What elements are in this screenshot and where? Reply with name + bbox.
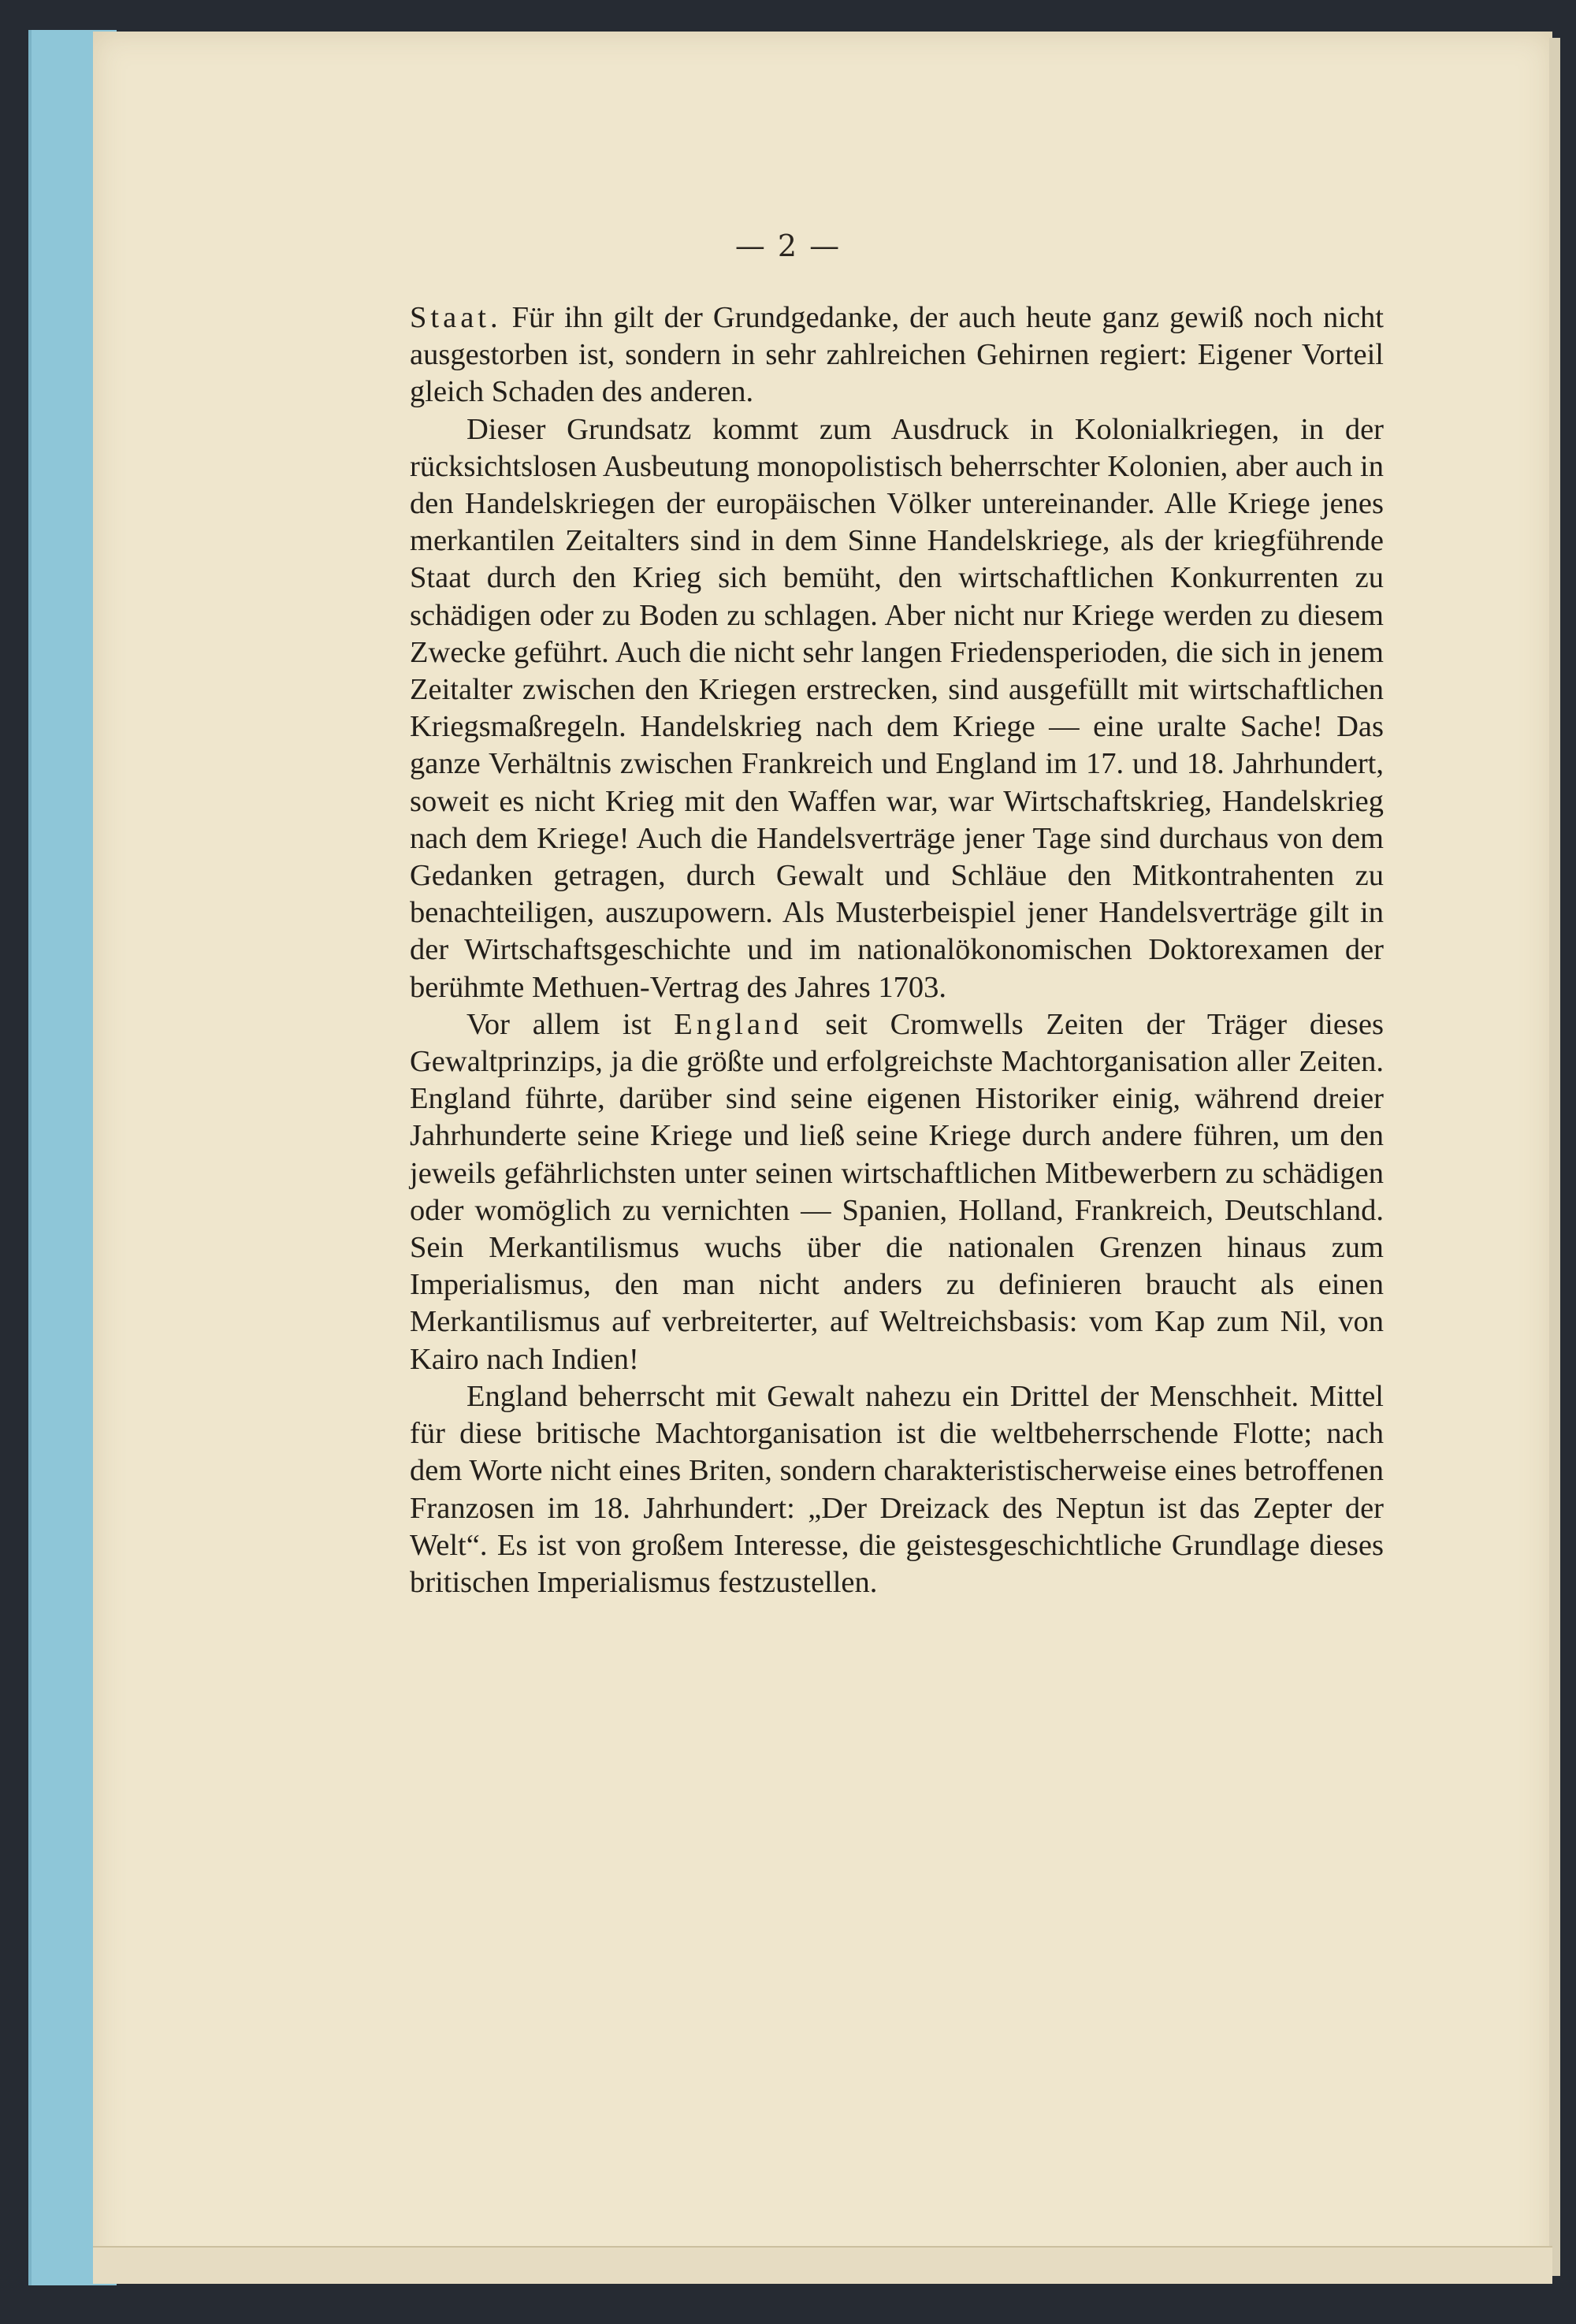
paragraph-1-text: Für ihn gilt der Grundgedanke, der auch heute ganz gewiß noch nicht ausgestorben ist, sondern in sehr zahlreichen Gehirnen regiert: Eigener Vorteil gleich Schaden des anderen.	[410, 301, 1384, 409]
paragraph-1	[410, 299, 1384, 411]
paragraph-3-pre: Vor allem ist	[466, 1007, 675, 1041]
page-number: — 2 —	[734, 229, 842, 263]
body-text	[410, 299, 1384, 1601]
paragraph-1-lead: Staat.	[410, 301, 502, 334]
page-edge	[1549, 38, 1560, 2276]
paragraph-3	[410, 1006, 1384, 1378]
paragraph-2: Dieser Grundsatz kommt zum Ausdruck in Kolonialkriegen, in der rücksichtslosen Ausbeutung monopolistisch beherrschter Kolonien, aber auch in den Handelskriegen der europäischen Völker untereinander. Alle Kriege jenes merkantilen Zeitalters sind in dem Sinne Handelskriege, als der kriegführende Staat durch den Krieg sich bemüht, den wirtschaftlichen Konkurrenten zu schädigen oder zu Boden zu schlagen. Aber nicht nur Kriege werden zu diesem Zwecke geführt. Auch die nicht sehr langen Friedensperioden, die sich in jenem Zeitalter zwischen den Kriegen erstrecken, sind ausgefüllt mit wirtschaftlichen Kriegsmaßregeln. Handelskrieg nach dem Kriege — eine uralte Sache! Das ganze Verhältnis zwischen Frankreich und England im 17. und 18. Jahrhundert, soweit es nicht Krieg mit den Waffen war, war Wirtschaftskrieg, Handelskrieg nach dem Kriege! Auch die Handelsverträge jener Tage sind durchaus von dem Gedanken getragen, durch Gewalt und Schläue den Mitkontrahenten zu benachteiligen, auszupowern. Als Musterbeispiel jener Handelsverträge gilt in der Wirtschaftsgeschichte und im nationalökonomischen Doktorexamen der berühmte Methuen-Vertrag des Jahres 1703.	[410, 412, 1385, 1004]
page-bottom-fold	[93, 2246, 1552, 2284]
paragraph-3-text: seit Cromwells Zeiten der Träger dieses Gewaltprinzips, ja die größte und erfolgreichste Machtorganisation aller Zeiten. England führte, darüber sind seine eigenen Historiker einig, während dreier Jahrhunderte seine Kriege und ließ seine Kriege durch andere führen, um den jeweils gefährlichsten unter seinen wirtschaftlichen Mitbewerbern zu schädigen oder womöglich zu vernichten — Spanien, Holland, Frankreich, Deutschland. Sein Merkantilismus wuchs über die nationalen Grenzen hinaus zum Imperialismus, den man nicht anders zu definieren braucht als einen Merkantilismus auf verbreiterter, auf Weltreichsbasis: vom Kap zum Nil, von Kairo nach Indien!	[410, 1007, 1384, 1376]
paragraph-3-spaced: England	[674, 1007, 803, 1041]
paragraph-4: England beherrscht mit Gewalt nahezu ein Drittel der Menschheit. Mittel für diese britische Machtorganisation ist die weltbeherrschende Flotte; nach dem Worte nicht eines Briten, sondern charakteristischerweise eines betroffenen Franzosen im 18. Jahrhundert: „Der Dreizack des Neptun ist das Zepter der Welt“. Es ist von großem Interesse, die geistesgeschichtliche Grundlage dieses britischen Imperialismus festzustellen.	[410, 1379, 1384, 1599]
